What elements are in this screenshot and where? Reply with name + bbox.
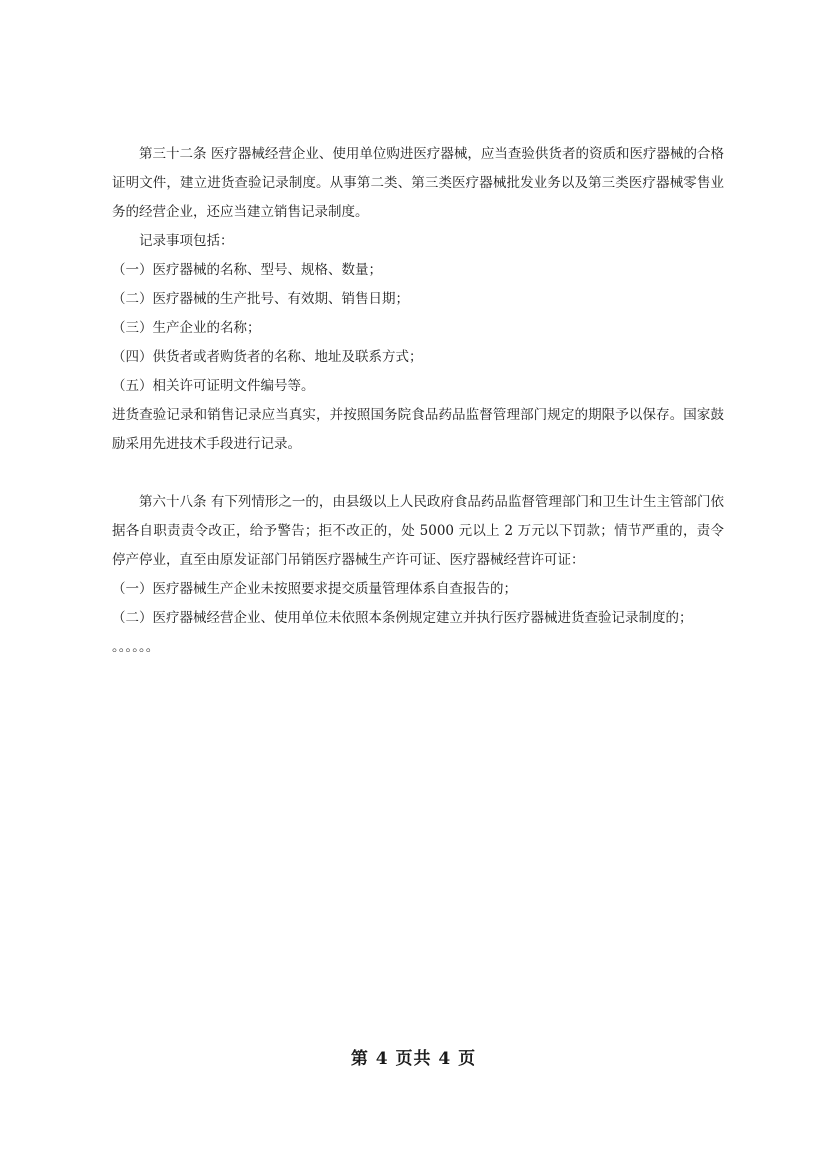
list-item: （四）供货者或者购货者的名称、地址及联系方式； xyxy=(112,349,423,365)
document-body xyxy=(112,140,724,662)
list-item: （三）生产企业的名称； xyxy=(112,320,261,336)
page-number-footer: 第 4 页共 4 页 xyxy=(350,1049,477,1069)
paragraph-gap xyxy=(112,459,724,488)
record-keeping-paragraph: 进货查验记录和销售记录应当真实，并按照国务院食品药品监督管理部门规定的期限予以保存。国家鼓励采用先进技术手段进行记录。 xyxy=(112,407,724,452)
article-32-text: 第三十二条 医疗器械经营企业、使用单位购进医疗器械，应当查验供货者的资质和医疗器械的合格证明文件，建立进货查验记录制度。从事第二类、第三类医疗器械批发业务以及第三类医疗器械零售业务的经营企业，还应当建立销售记录制度。 xyxy=(112,146,724,220)
list-item: （二）医疗器械的生产批号、有效期、销售日期； xyxy=(112,291,409,307)
list-item: （五）相关许可证明文件编号等。 xyxy=(112,378,315,394)
list-item: （一）医疗器械生产企业未按照要求提交质量管理体系自查报告的； xyxy=(112,581,517,597)
ellipsis-text: 。。。。。。 xyxy=(112,639,160,655)
list-item: （二）医疗器械经营企业、使用单位未依照本条例规定建立并执行医疗器械进货查验记录制度的； xyxy=(112,610,693,626)
list-item: （一）医疗器械的名称、型号、规格、数量； xyxy=(112,262,382,278)
record-items-intro: 记录事项包括： xyxy=(139,233,234,249)
article-68-text: 第六十八条 有下列情形之一的，由县级以上人民政府食品药品监督管理部门和卫生计生主管部门依据各自职责责令改正，给予警告；拒不改正的，处 5000 元以上 2 万元以下罚款；情节严重的，责令停产停业，直至由原发证部门吊销医疗器械生产许可证、医疗器械经营许可证： xyxy=(112,494,724,568)
